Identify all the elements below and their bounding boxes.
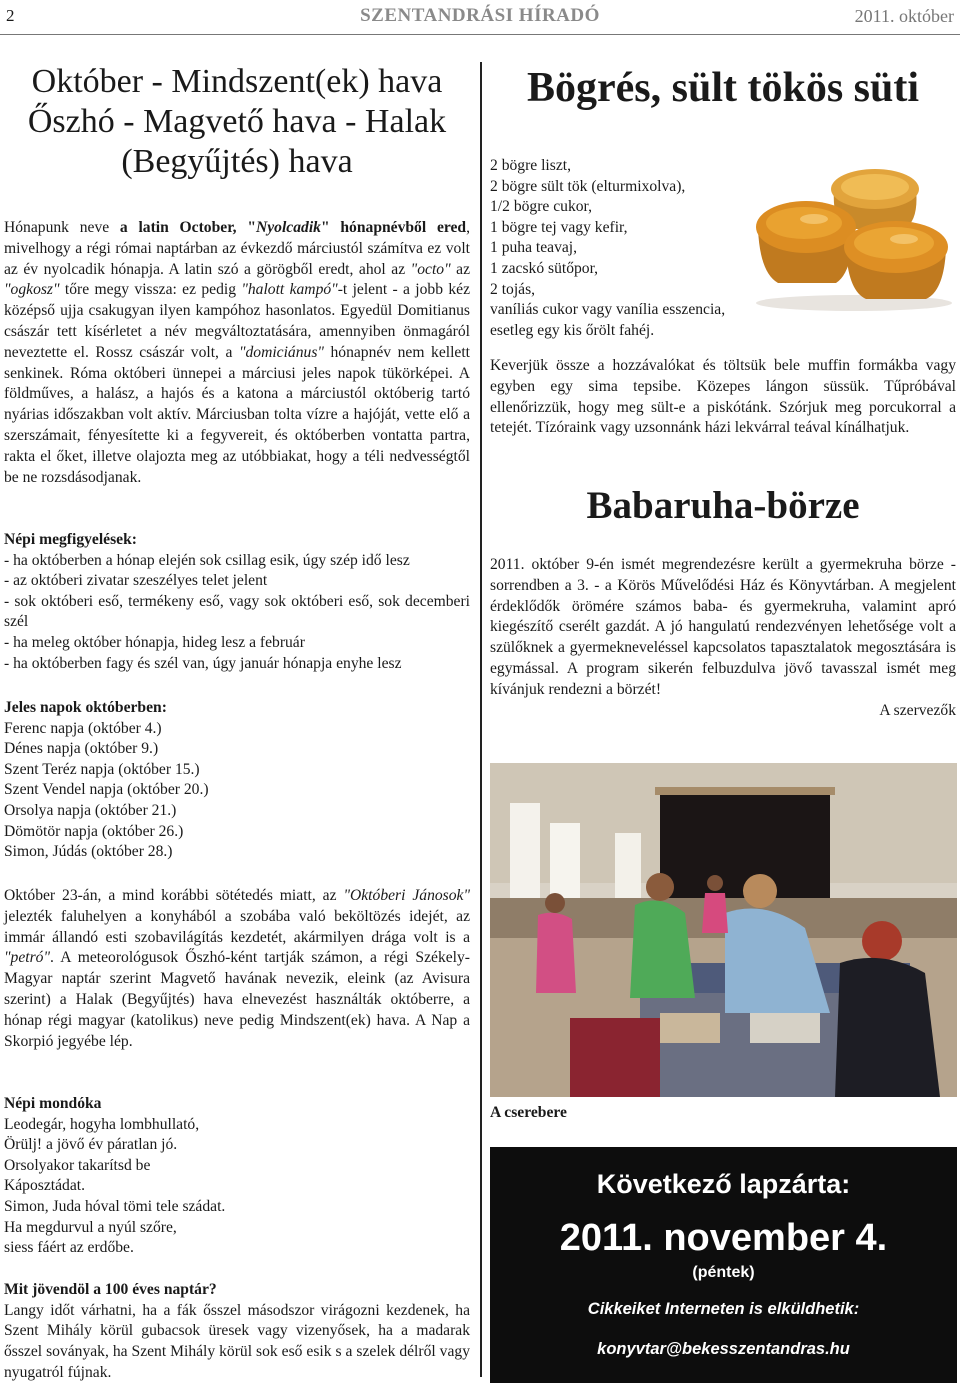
almanac-heading: Mit jövendöl a 100 éves naptár? — [4, 1281, 217, 1298]
rhyme-line: siess fáért az erdőbe. — [4, 1239, 134, 1257]
rhyme-line: Ha megdurvul a nyúl szőre, — [4, 1218, 177, 1236]
recipe-instructions — [490, 356, 956, 439]
recipe-ingredients — [490, 156, 752, 341]
observation-item: - ha októberben a hónap elején sok csillag esik, úgy szép idő lesz — [4, 551, 410, 569]
observation-item: - sok októberi eső, termékeny eső, vagy sok októberi eső, sok decemberi szél — [4, 592, 470, 631]
ingredient: 2 bögre liszt, — [490, 157, 571, 174]
title-line: Október - Mindszent(ek) hava — [31, 63, 443, 100]
intro-paragraph: Hónapunk neve a latin October, "Nyolcadik" hónapnévből ered, mivelhogy a régi római naptárban az évkezdő márciustól számítva ez volt az év nyolcadik hónapja. A latin szó a görögből eredt, ahol az "octo" az "ogkosz" tőre megy vissza: ez pedig "halott kampó"-t jelent - a jobb kéz középső ujja csakugyan ilyen kampóhoz hasonlatos. Egyedül Domitianus császár tett kísérletet a név megváltoztatására, amennyiben önmagáról neveztette el. Rossz császár volt, a "domiciánus" hónapnév nem kellett senkinek. Róma októberi ünnepei a márciusi jeles napok tükörképei. A földműves, a halász, a hajós és a katona a márciustól októberig tartó nyárias időszakban volt aktív. Márciusban tolta vízre a hajóját, vette elő a szerszámait, fényesítette ki a fegyvereit, és októberben vontatta partra, rakta el őket, illetve olajozta meg az utóbbiakat, hogy a téli nedvességtől be ne rozsdásodjanak. — [4, 219, 471, 486]
ingredient: vaníliás cukor vagy vanília esszencia, — [490, 301, 726, 319]
october-intro — [4, 218, 470, 488]
feast-day: Ferenc napja (október 4.) — [4, 719, 162, 737]
newspaper-masthead: SZENTANDRÁSI HÍRADÓ — [360, 5, 600, 26]
page-header — [0, 0, 960, 36]
ingredient: 1/2 bögre cukor, — [490, 198, 593, 216]
rhyme-block — [4, 1094, 470, 1259]
feast-day: Szent Vendel napja (október 20.) — [4, 781, 209, 799]
observation-item: - ha októberben fagy és szél van, úgy január hónapja enyhe lesz — [4, 654, 402, 672]
babaruha-text: 2011. október 9-én ismét megrendezésre került a gyermekruha börze - sorrendben a 3. - a Körös Művelődési Ház és Könyvtárban. A megjelent érdeklődők örömére számos baba- és gyermekruha, valamint apró kiegészítő cserélt gazdát. A jó hangulatú rendezvényen lehetősége volt a szülőknek a gyermekneveléssel kapcsolatos tapasztalatok megosztására is egymással. A program sikerén felbuzdulva jövő tavasszal ismét meg kívánjuk rendezni a börzét! — [490, 556, 956, 698]
feast-day: Szent Teréz napja (október 15.) — [4, 760, 200, 778]
muffin-photo — [754, 163, 958, 311]
recipe-title-wrap — [490, 64, 956, 112]
babaruha-signature: A szervezők — [879, 701, 956, 719]
observation-item: - az októberi zivatar szeszélyes telet jelent — [4, 572, 268, 590]
title-line: (Begyűjtés) hava — [121, 143, 353, 180]
page-number: 2 — [6, 6, 15, 25]
babaruha-title-wrap — [490, 484, 956, 528]
deadline-note: Cikkeiket Interneten is elküldhetik: — [587, 1300, 860, 1318]
deadline-notice — [490, 1147, 957, 1383]
issue-date: 2011. október — [854, 6, 954, 26]
title-line: Őszhó - Magvető hava - Halak — [27, 103, 447, 140]
rhyme-line: Orsolyakor takarítsd be — [4, 1156, 151, 1174]
column-divider — [480, 62, 482, 1377]
contact-email[interactable]: konyvtar@bekesszentandras.hu — [597, 1340, 850, 1358]
october-paragraph-2 — [4, 886, 470, 1052]
babaruha-title: Babaruha-börze — [586, 484, 860, 527]
rhyme-line: Örülj! a jövő év páratlan jó. — [4, 1136, 178, 1154]
ingredient: 1 bögre tej vagy kefir, — [490, 218, 628, 236]
rhyme-line: Káposztádat. — [4, 1177, 85, 1195]
ingredient: 2 tojás, — [490, 280, 536, 298]
ingredient: 1 zacskó sütőpor, — [490, 259, 599, 277]
photo-caption: A cserebere — [490, 1104, 567, 1121]
feast-day: Orsolya napja (október 21.) — [4, 801, 177, 819]
recipe-text: Keverjük össze a hozzávalókat és töltsük bele muffin formákba vagy egyben egy sima tepsibe. Közepes lángon süssük. Tűpróbával ellenőrizzük, hogy meg sült-e a piskótánk. Szórjuk meg porcukorral a tetejét. Tízóraink vagy uzsonnánk házi lekvárral teával kínálhatjuk. — [490, 357, 956, 437]
observations-heading: Népi megfigyelések: — [4, 531, 137, 548]
rhyme-line: Simon, Juda hóval tömi tele szádat. — [4, 1197, 226, 1215]
feast-day: Simon, Júdás (október 28.) — [4, 843, 173, 861]
babaruha-article — [490, 555, 956, 721]
paragraph-2: Október 23-án, a mind korábbi sötétedés miatt, az "Októberi Jánosok" jelezték faluhelyen a konyhából a szobába való beköltözés idejét, az immár állandó esti szobavilágítás kezdetét, akármilyen drága volt is a "petró". A meteorológusok Őszhó-ként tartják számon, a régi Székely-Magyar naptár szerint Magvető havának nevezik, eleink (az Avisura szerint) a Halak (Begyűjtés) hava elnevezést használták októberre, a hónap régi magyar (katolikus) neve pedig Mindszent(ek) hava. A Nap a Skorpió jegyébe lép. — [4, 887, 471, 1050]
observation-item: - ha meleg október hónapja, hideg lesz a február — [4, 633, 305, 651]
rhyme-line: Leodegár, hogyha lombhullató, — [4, 1115, 200, 1133]
ingredient: 2 bögre sült tök (elturmixolva), — [490, 177, 686, 195]
ingredient: 1 puha teavaj, — [490, 239, 578, 257]
almanac-text: Langy időt várhatni, ha a fák ősszel másodszor virágozni kezdenek, ha Szent Mihály körül gubacsok üresek vagy vizenyősek, ha a madarak ősszel soványak, ha Szent Mihály körül sok eső esik s a szelek délről vagy nyugatról fújnak. — [4, 1301, 470, 1381]
feast-day: Dömötör napja (október 26.) — [4, 822, 184, 840]
feast-days-block — [4, 698, 470, 863]
deadline-date: 2011. november 4. — [559, 1217, 888, 1259]
header-rule — [0, 34, 960, 35]
ingredient: esetleg egy kis őrölt fahéj. — [490, 321, 655, 339]
deadline-weekday: (péntek) — [692, 1264, 755, 1281]
recipe-title: Bögrés, sült tökös süti — [526, 65, 920, 111]
swap-event-photo — [490, 763, 957, 1097]
feast-day: Dénes napja (október 9.) — [4, 740, 159, 758]
rhyme-heading: Népi mondóka — [4, 1095, 102, 1112]
almanac-block — [4, 1280, 470, 1384]
deadline-heading: Következő lapzárta: — [596, 1169, 851, 1199]
observations-block — [4, 530, 470, 674]
october-title — [4, 62, 470, 182]
feast-days-heading: Jeles napok októberben: — [4, 699, 167, 716]
photo-caption-wrap — [490, 1104, 956, 1122]
